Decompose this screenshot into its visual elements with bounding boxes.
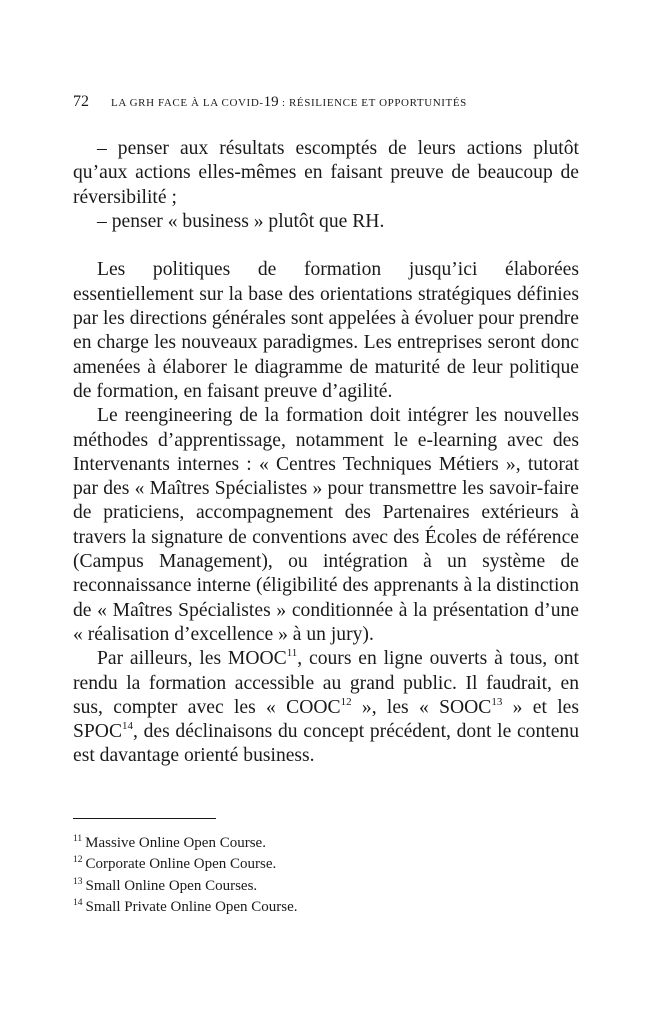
list-item-reversibility: – penser aux résultats escomptés de leurs actions plutôt qu’aux actions elles-mêmes en faisant preuve de beaucoup de réversibilité ;: [73, 138, 579, 208]
body-text: [73, 137, 579, 769]
mooc-text-3: », les « SOOC: [351, 696, 492, 718]
page-number: 72: [73, 93, 89, 110]
footnote-ref-11: 11: [286, 647, 298, 660]
mooc-text-2: , cours en ligne ouverts à tous, ont rendu la formation accessible au grand public. Il faudrait, en sus, compter avec les « COOC: [73, 648, 579, 718]
footnote-text: Massive Online Open Course.: [85, 835, 266, 851]
footnote: [73, 897, 579, 918]
mooc-text-4: » et les SPOC: [73, 696, 579, 743]
running-title-part1: LA GRH FACE À LA COVID-: [111, 97, 264, 109]
footnote-divider: [73, 818, 216, 819]
footnote: [73, 833, 579, 854]
mooc-text-5: , des déclinaisons du concept précédent, dont le contenu est davantage orienté business.: [73, 721, 579, 767]
footnote-ref-14: 14: [122, 720, 134, 733]
footnote-number: 12: [73, 855, 83, 866]
paragraph-mooc: [73, 647, 579, 768]
running-title-number: 19: [263, 94, 279, 110]
footnote-number: 13: [73, 876, 83, 887]
running-title-part2: : RÉSILIENCE ET OPPORTUNITÉS: [278, 97, 467, 109]
footnote: [73, 876, 579, 897]
footnotes: [73, 833, 579, 918]
footnote: [73, 854, 579, 875]
mooc-text-1: Par ailleurs, les MOOC: [97, 648, 287, 670]
paragraph-training-policies: Les politiques de formation jusqu’ici élaborées essentiellement sur la base des orientations stratégiques définies par les directions générales sont appelées à évoluer pour prendre en charge les nouveaux paradigmes. Les entreprises seront donc amenées à élaborer le diagramme de maturité de leur politique de formation, en faisant preuve d’agilité.: [73, 259, 579, 402]
footnote-ref-12: 12: [340, 695, 352, 708]
footnote-text: Corporate Online Open Course.: [85, 856, 277, 873]
footnote-number: 14: [73, 897, 83, 908]
footnote-text: Small Private Online Open Course.: [85, 898, 298, 915]
footnote-number: 11: [73, 834, 83, 844]
running-head: [73, 93, 579, 112]
paragraph-reengineering: Le reengineering de la formation doit intégrer les nouvelles méthodes d’apprentissage, notamment le e-learning avec des Intervenants internes : « Centres Techniques Métiers », tutorat par des « Maîtres Spécialistes » pour transmettre les savoir-faire de praticiens, accompagnement des Partenaires extérieurs à travers la signature de conventions avec des Écoles de référence (Campus Management), ou intégration à un système de reconnaissance interne (éligibilité des apprenants à la distinction de « Maîtres Spécialistes » conditionnée à la présentation d’une « réalisation d’excellence » à un jury).: [73, 405, 579, 645]
footnote-ref-13: 13: [491, 695, 503, 708]
footnote-text: Small Online Open Courses.: [85, 877, 258, 894]
list-item-business: – penser « business » plutôt que RH.: [97, 210, 385, 232]
